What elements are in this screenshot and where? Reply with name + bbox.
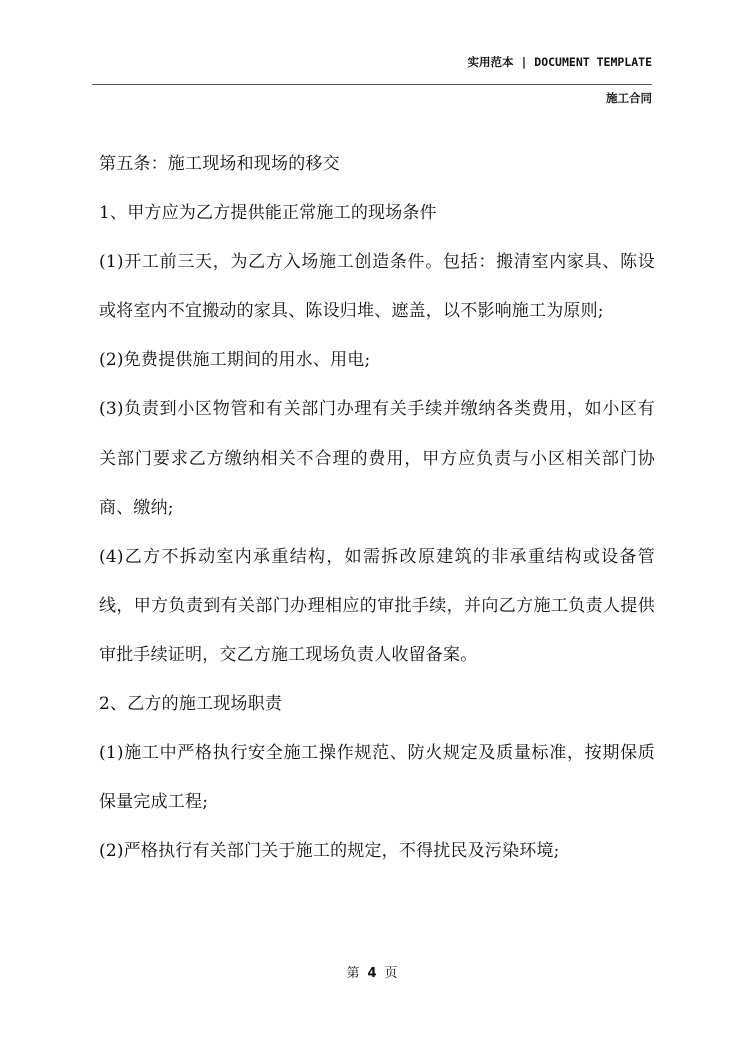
subsection-heading: 1、甲方应为乙方提供能正常施工的现场条件 xyxy=(99,203,437,224)
page-prefix: 第 xyxy=(346,966,360,981)
clause-paragraph: (3)负责到小区物管和有关部门办理有关手续并缴纳各类费用，如小区有关部门要求乙方缴纳相关不合理的费用，甲方应负责与小区相关部门协商、缴纳; xyxy=(99,399,655,518)
page-header xyxy=(92,40,652,110)
header-subtitle: 施工合同 xyxy=(606,91,652,105)
document-body xyxy=(99,140,655,876)
page-suffix: 页 xyxy=(384,966,398,981)
page-number: 4 xyxy=(367,966,377,981)
header-title: 实用范本 | DOCUMENT TEMPLATE xyxy=(467,55,652,69)
header-divider xyxy=(92,84,652,85)
page-footer xyxy=(0,962,744,981)
clause-paragraph: (1)施工中严格执行安全施工操作规范、防火规定及质量标准，按期保质保量完成工程; xyxy=(99,743,655,813)
clause-paragraph: (4)乙方不拆动室内承重结构，如需拆改原建筑的非承重结构或设备管线，甲方负责到有关部门办理相应的审批手续，并向乙方施工负责人提供审批手续证明，交乙方施工现场负责人收留备案。 xyxy=(99,546,655,665)
clause-paragraph: (2)严格执行有关部门关于施工的规定，不得扰民及污染环境; xyxy=(99,841,560,862)
section-heading: 第五条：施工现场和现场的移交 xyxy=(99,154,340,174)
clause-paragraph: (2)免费提供施工期间的用水、用电; xyxy=(99,350,371,371)
subsection-heading: 2、乙方的施工现场职责 xyxy=(99,694,283,715)
clause-paragraph: (1)开工前三天，为乙方入场施工创造条件。包括：搬清室内家具、陈设或将室内不宜搬动的家具、陈设归堆、遮盖，以不影响施工为原则; xyxy=(99,252,655,322)
